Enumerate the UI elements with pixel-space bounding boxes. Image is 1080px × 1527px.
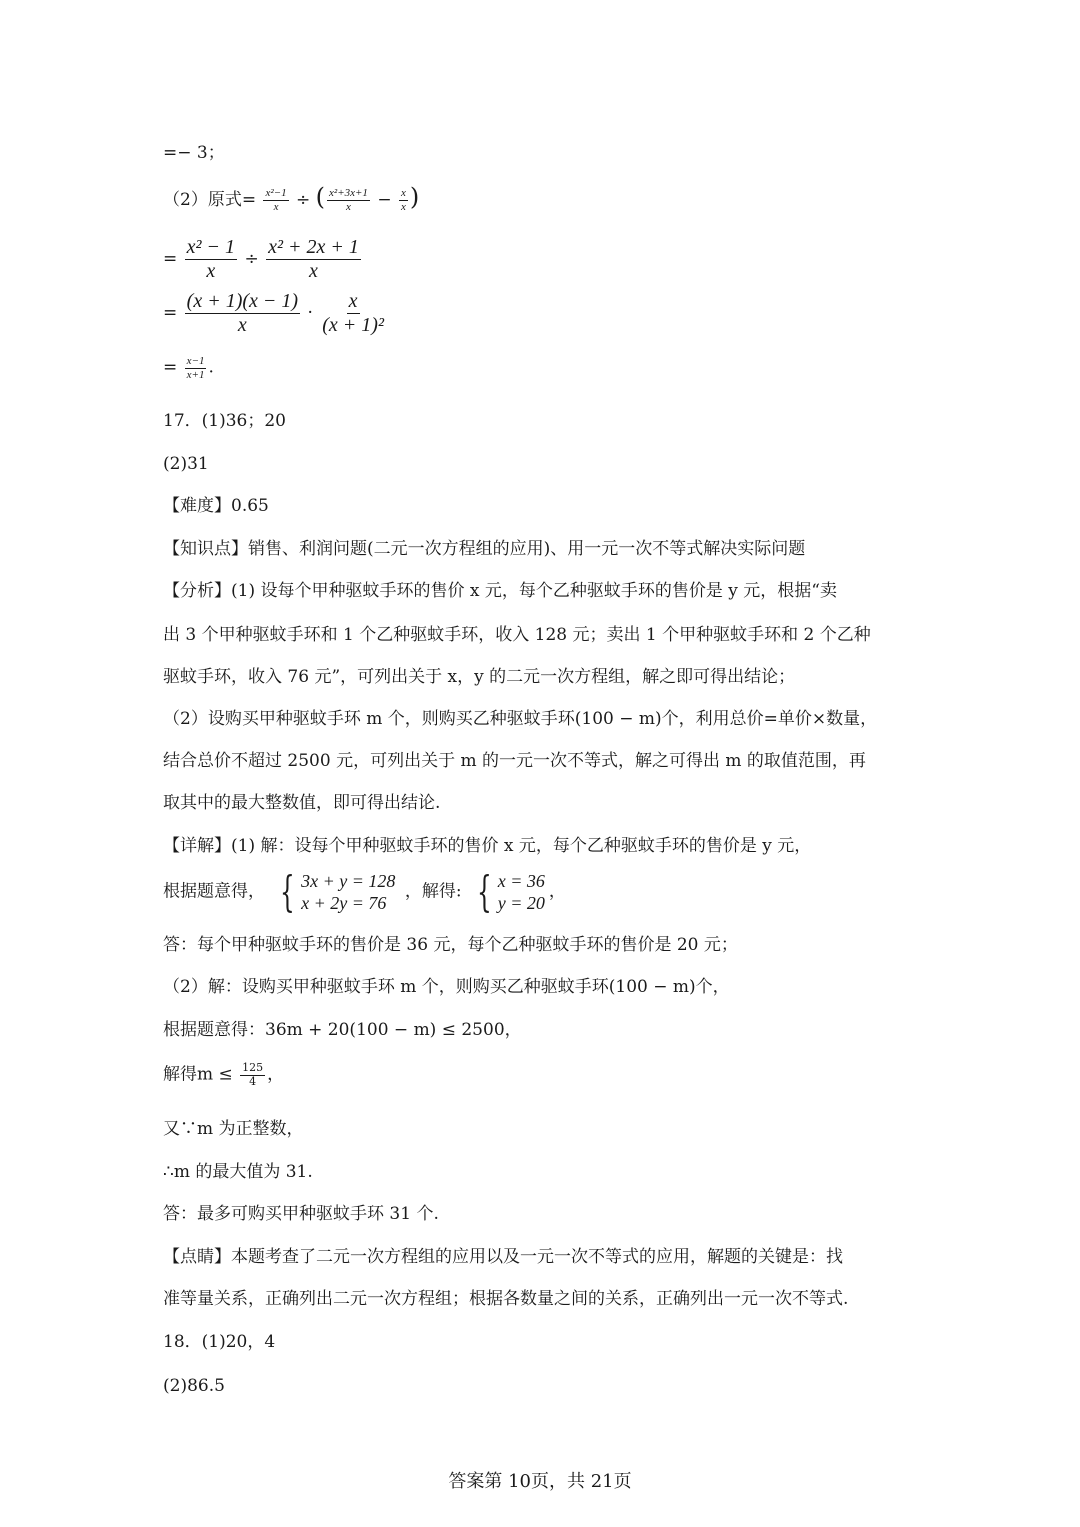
detail-line: （2）解：设购买甲种驱蚊手环 m 个，则购买乙种驱蚊手环(100 − m)个，	[163, 977, 730, 997]
comment-line: 准等量关系，正确列出二元一次方程组；根据各数量之间的关系，正确列出一元一次不等式.	[163, 1289, 849, 1309]
inequality-line: 根据题意得：36m + 20(100 − m) ≤ 2500，	[163, 1020, 522, 1040]
fraction: $\frac{125}{4}$	[242, 1061, 264, 1088]
analysis-line: （2）设购买甲种驱蚊手环 m 个，则购买乙种驱蚊手环(100 − m)个，利用总价=单价×数量，	[163, 709, 878, 729]
detail-line: 答：最多可购买甲种驱蚊手环 31 个.	[163, 1204, 439, 1224]
comment-line: 【点睛】本题考查了二元一次方程组的应用以及一元一次不等式的应用，解题的关键是：找	[163, 1247, 843, 1267]
step-2: = $\frac{(x + 1)(x - 1)}{x}$ · $\frac{x}{\text{(x + 1)²}}$	[163, 290, 384, 336]
difficulty: 【难度】0.65	[163, 496, 269, 516]
original-expression: （2）原式= $\frac{\text{x²−1}}{x}$ ÷ ( $\frac{\text{x²+3x+1}}{x}$ − $\frac{x}{x}$ )	[163, 183, 420, 213]
fraction: $\frac{x}{x}$	[401, 187, 406, 213]
fraction: $\frac{x}{\text{(x + 1)²}}$	[322, 290, 384, 336]
fraction: $\frac{x-1}{x+1}$	[186, 355, 205, 381]
fraction: $\frac{\text{x² + 2x + 1}}{x}$	[268, 236, 359, 282]
equation-system: { 3x + y = 128 x + 2y = 76	[280, 867, 396, 916]
analysis-line: 取其中的最大整数值，即可得出结论.	[163, 793, 441, 813]
analysis-line: 结合总价不超过 2500 元，可列出关于 m 的一元一次不等式，解之可得出 m 的取值范围，再	[163, 751, 866, 771]
q17-part2: (2)31	[163, 454, 209, 474]
q18-part1: 18．(1)20，4	[163, 1332, 276, 1352]
inequality-solution: 解得m ≤ $\frac{125}{4}$ ，	[163, 1061, 285, 1088]
analysis-line: 【分析】(1) 设每个甲种驱蚊手环的售价 x 元，每个乙种驱蚊手环的售价是 y 元，根据“卖	[163, 581, 837, 601]
equation-system-line: 根据题意得， { 3x + y = 128 x + 2y = 76 ，解得: { x = 36 y = 20 ，	[163, 867, 566, 916]
detail-line: 又∵m 为正整数，	[163, 1119, 304, 1139]
step-1: = $\frac{\text{x² − 1}}{x}$ ÷ $\frac{\text{x² + 2x + 1}}{x}$	[163, 236, 359, 282]
result-line: =− 3；	[163, 143, 225, 163]
analysis-line: 出 3 个甲种驱蚊手环和 1 个乙种驱蚊手环，收入 128 元；卖出 1 个甲种驱蚊手环和 2 个乙种	[163, 625, 871, 645]
expression-label: （2）原式=	[163, 190, 257, 210]
fraction: $\frac{\text{x²−1}}{x}$	[265, 187, 287, 213]
q18-part2: (2)86.5	[163, 1376, 225, 1396]
q17-part1: 17．(1)36；20	[163, 411, 286, 431]
step-3: = $\frac{x-1}{x+1}$ .	[163, 355, 214, 381]
analysis-line: 驱蚊手环，收入 76 元”，可列出关于 x，y 的二元一次方程组，解之即可得出结论；	[163, 667, 796, 687]
fraction: $\frac{\text{x² − 1}}{x}$	[186, 236, 236, 282]
knowledge-points: 【知识点】销售、利润问题(二元一次方程组的应用)、用一元一次不等式解决实际问题	[163, 539, 806, 559]
page-footer: 答案第 10页，共 21页	[448, 1471, 632, 1492]
fraction: $\frac{(x + 1)(x - 1)}{x}$	[186, 290, 299, 336]
solution-system: { x = 36 y = 20	[476, 867, 545, 916]
detail-line: ∴m 的最大值为 31.	[163, 1162, 313, 1182]
detail-line: 答：每个甲种驱蚊手环的售价是 36 元，每个乙种驱蚊手环的售价是 20 元；	[163, 935, 738, 955]
fraction: $\frac{\text{x²+3x+1}}{x}$	[329, 187, 368, 213]
detail-line: 【详解】(1) 解：设每个甲种驱蚊手环的售价 x 元，每个乙种驱蚊手环的售价是 y 元，	[163, 836, 812, 856]
